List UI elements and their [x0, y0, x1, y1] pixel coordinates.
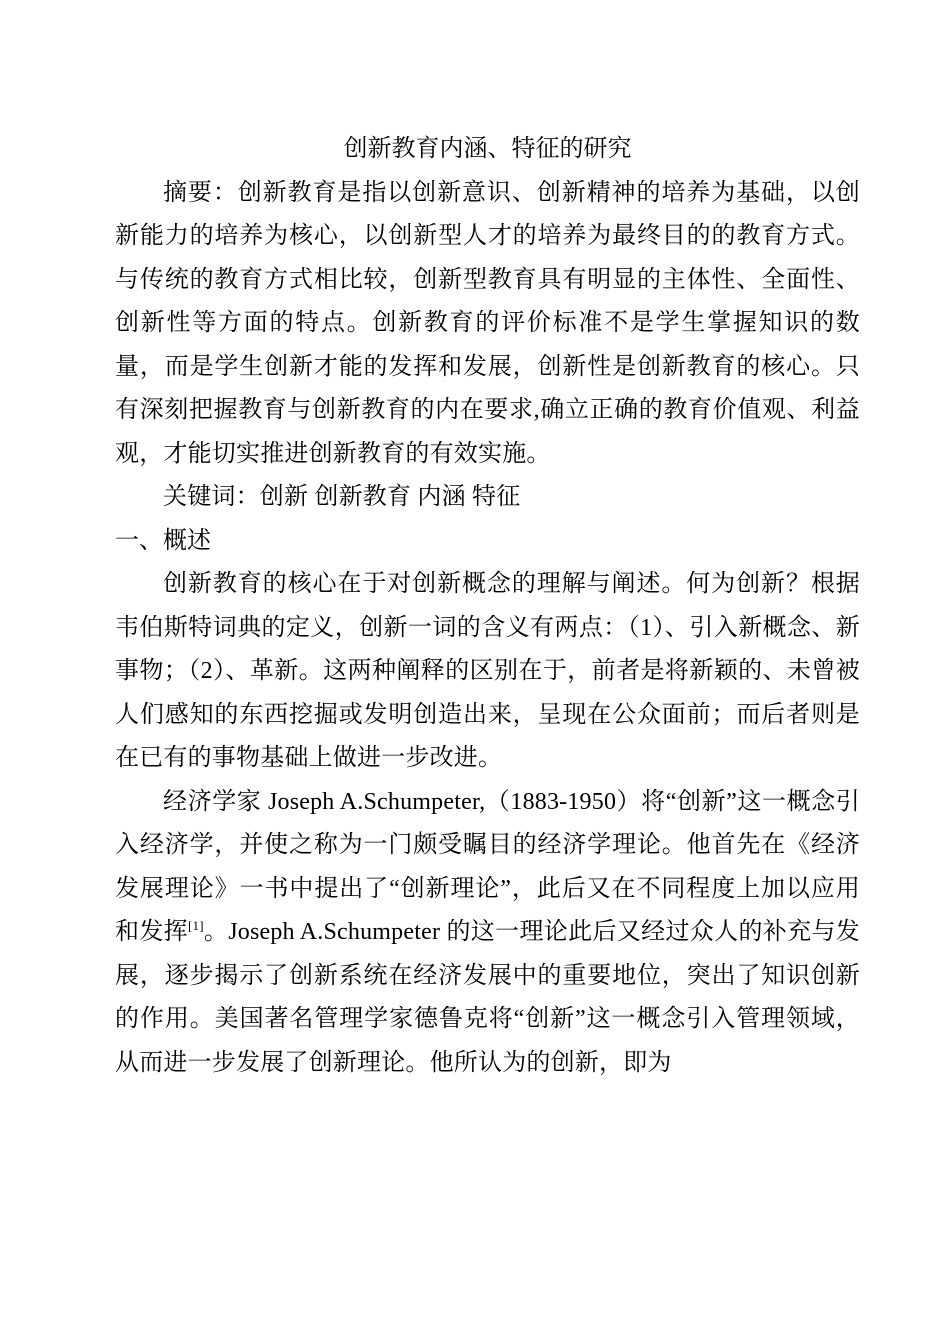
section-heading-overview: 一、概述	[115, 527, 211, 554]
body-paragraph-1: 创新教育的核心在于对创新概念的理解与阐述。何为创新？根据韦伯斯特词典的定义，创新一词的含义有两点：（1）、引入新概念、新事物；（2）、革新。这两种阐释的区别在于，前者是将新颖的、未曾被人们感知的东西挖掘或发明创造出来，呈现在公众面前；而后者则是在已有的事物基础上做进一步改进。	[115, 571, 860, 771]
citation-reference: [1]	[188, 918, 204, 933]
abstract-paragraph: 摘要：创新教育是指以创新意识、创新精神的培养为基础，以创新能力的培养为核心，以创新型人才的培养为最终目的的教育方式。与传统的教育方式相比较，创新型教育具有明显的主体性、全面性、创新性等方面的特点。创新教育的评价标准不是学生掌握知识的数量，而是学生创新才能的发挥和发展，创新性是创新教育的核心。只有深刻把握教育与创新教育的内在要求,确立正确的教育价值观、利益观，才能切实推进创新教育的有效实施。	[115, 179, 860, 467]
paragraph-2-text-b: 。Joseph A.Schumpeter 的这一理论此后又经过众人的补充与发展，逐步揭示了创新系统在经济发展中的重要地位，突出了知识创新的作用。美国著名管理学家德鲁克将“创新”这一概念引入管理领域，从而进一步发展了创新理论。他所认为的创新，即为	[115, 919, 860, 1076]
document-title: 创新教育内涵、特征的研究	[343, 136, 632, 162]
paragraph-2-text-a: 经济学家 Joseph A.Schumpeter,（1883-1950）将“创新”这一概念引入经济学，并使之称为一门颇受瞩目的经济学理论。他首先在《经济发展理论》一书中提出了“创新理论”，此后又在不同程度上加以应用和发挥	[115, 788, 860, 945]
body-paragraph-2	[115, 781, 860, 1086]
document-body	[115, 128, 860, 1085]
keywords-line: 关键词：创新 创新教育 内涵 特征	[163, 484, 521, 510]
